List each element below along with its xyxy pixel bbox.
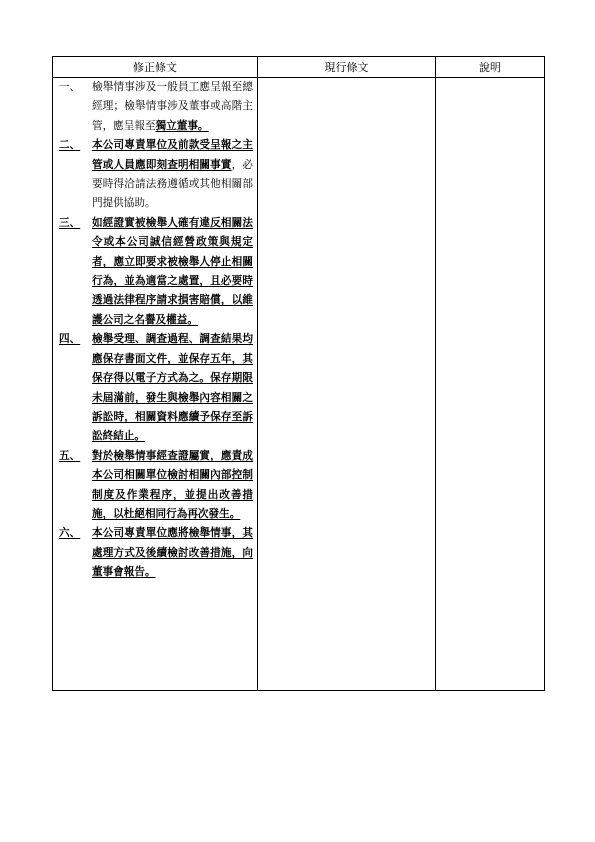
clause-text [92,524,253,582]
clause-text-segment: 獨立董事。 [155,119,209,132]
clause-text-segment: 對於檢舉情事經查證屬實，應責成本公司相關單位檢討相關內部控制制度及作業程序，並提出改善措施，以杜絕相同行為再次發生。 [92,449,253,520]
clause-number: 一、 [59,81,81,93]
amended-items-list [53,78,257,583]
clause-item [53,136,257,214]
clause-text [92,78,253,136]
header-current-text: 現行條文 [258,57,436,78]
body-row [53,78,545,691]
clause-text [92,447,253,525]
comparison-table [52,56,545,691]
clause-text-segment: 檢舉受理、調查過程、調查結果均應保存書面文件，並保存五年，其保存得以電子方式為之。保存期限未屆滿前，發生與檢舉內容相關之訴訟時，相關資料應續予保存至訴訟終結止。 [92,333,253,443]
clause-number: 五、 [59,449,81,462]
clause-text-segment: 檢舉情事涉及一般員工應呈報至總經理；檢舉情事涉及董事或高階主管，應呈報至 [92,81,253,132]
clause-text [92,330,253,446]
clause-text [92,136,253,214]
clause-number: 六、 [59,527,81,540]
clause-item [53,330,257,446]
header-explanation: 說明 [436,57,545,78]
clause-item [53,78,257,136]
clause-item [53,214,257,330]
clause-number: 四、 [59,333,81,346]
clause-text [92,214,253,330]
clause-number: 二、 [59,139,81,152]
explanation-cell [436,78,545,691]
current-text-cell [258,78,436,691]
clause-text-segment: 如經證實被檢舉人確有違反相關法令或本公司誠信經營政策與規定者，應立即要求被檢舉人停止相關行為，並為適當之處置，且必要時透過法律程序請求損害賠償，以維護公司之名譽及權益。 [92,216,253,326]
clause-text-segment: 本公司專責單位應將檢舉情事，其處理方式及後續檢討改善措施，向董事會報告。 [92,527,253,579]
header-amended-text: 修正條文 [53,57,258,78]
amended-text-cell [53,78,258,691]
clause-text-segment: ，必要時得洽請法務遵循或其他相關部門提供協助。 [92,158,254,210]
clause-item [53,447,257,525]
header-row [53,57,545,78]
clause-item [53,524,257,582]
clause-number: 三、 [59,216,81,229]
clause-text-segment: 本公司專責單位及前款受呈報之主管或人員應即刻查明相關事實 [92,139,253,171]
